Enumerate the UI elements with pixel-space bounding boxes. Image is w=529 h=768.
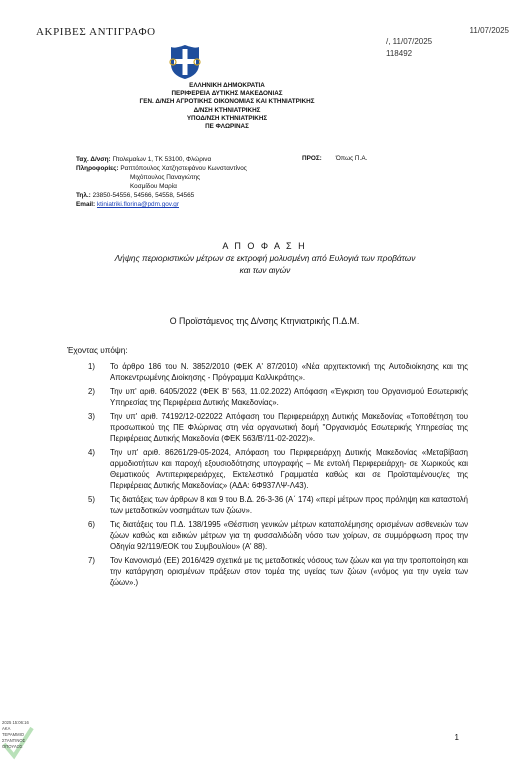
header-line: ΠΕ ΦΛΩΡΙΝΑΣ (205, 123, 249, 131)
contact-info (76, 155, 247, 209)
recipient-value: Όπως Π.Α. (335, 155, 368, 162)
legal-basis-list (88, 361, 468, 591)
list-item (88, 361, 468, 383)
protocol-date: /, 11/07/2025 (386, 37, 433, 46)
item-text: Τις διατάξεις του Π.Δ. 138/1995 «Θέσπιση γενικών μέτρων καταπολέμησης ορισμένων ασθενειών των ζώων καθώς και ειδικών μέτρων για τη φυσσαλιδώδη νόσο των χοίρων, σε συμμόρφωση προς την Οδηγία 92/119/ΕΟΚ του Συμβουλίου» (Α' 88). (110, 520, 468, 551)
header-line: Δ/ΝΣΗ ΚΤΗΝΙΑΤΡΙΚΗΣ (193, 106, 261, 114)
item-text: Την υπ' αριθ. 86261/29-05-2024, Απόφαση του Περιφερειάρχη Δυτικής Μακεδονίας «Μεταβίβαση αρμοδιοτήτων και παροχή εξουσιοδότησης υπογραφής – Με εντολή Περιφερειάρχη- σε Χωρικούς και Θεματικούς Αντιπεριφερειάρχες, Εκτελεστικό Γραμματέα καθώς και σε Προϊσταμένους/ες της Περιφέρειας Δυτικής Μακεδονίας» (ΑΔΑ: 6Φ937ΛΨ-Λ43). (110, 448, 468, 490)
certified-copy-stamp: ΑΚΡΙΒΕΣ ΑΝΤΙΓΡΑΦΟ (36, 26, 156, 38)
recipient-label: ΠΡΟΣ: (302, 155, 322, 162)
item-text: Την υπ' αριθ. 74192/12-022022 Απόφαση του Περιφερειάρχη Δυτικής Μακεδονίας «Τοποθέτηση του προσωπικού της ΠΕ Φλώρινας στη νέα οργανωτική δομή ''Οργανισμός Εσωτερικής Υπηρεσίας της Περιφέρειας Δυτικής Μακεδονία (ΦΕΚ 563/Β'/11-02-2022)». (110, 412, 468, 443)
header-line: ΠΕΡΙΦΕΡΕΙΑ ΔΥΤΙΚΗΣ ΜΑΚΕΔΟΝΙΑΣ (171, 90, 283, 98)
email-label: Email: (76, 201, 96, 208)
item-number: 2) (88, 387, 95, 396)
list-item (88, 555, 468, 588)
recipient (302, 155, 367, 162)
phone-label: Τηλ.: (76, 192, 91, 199)
issuing-authority-header (78, 82, 376, 131)
greek-coat-of-arms-icon (168, 44, 202, 80)
address-label: Ταχ. Δ/νση: (76, 156, 111, 163)
page-number: 1 (454, 733, 459, 742)
list-item (88, 411, 468, 444)
item-number: 3) (88, 412, 95, 421)
info-name: Μιχόπουλος Παναγιώτης (130, 174, 201, 181)
item-text: Τον Κανονισμό (ΕΕ) 2016/429 σχετικά με τις μεταδοτικές νόσους των ζώων και για την τροποποίηση και την κατάργηση ορισμένων πράξεων στον τομέα της υγείας των ζώων («νόμος για την υγεία των ζώων».) (110, 556, 468, 587)
item-text: Τις διατάξεις των άρθρων 8 και 9 του Β.Δ. 26-3-36 (Α΄ 174) «περί μέτρων προς πρόληψη και καταστολή των μεταδοτικών νοσημάτων των ζώων». (110, 495, 468, 515)
info-name: Ραπτόπουλος Χατζηστεφάνου Κωνσταντίνος (120, 165, 247, 172)
considering-heading: Έχοντας υπόψη: (67, 346, 128, 355)
item-number: 7) (88, 556, 95, 565)
protocol-number: 118492 (386, 49, 413, 58)
item-number: 1) (88, 362, 95, 371)
list-item (88, 386, 468, 408)
signature-line: 2025 15:06:16 (2, 720, 29, 725)
signature-line: ΑΚΑ (2, 726, 11, 731)
address-value: Πτολεμαίων 1, ΤΚ 53100, Φλώρινα (112, 156, 212, 163)
signature-line: ΤΕΡΑΜΜΙΟ (2, 732, 25, 737)
item-number: 5) (88, 495, 95, 504)
list-item (88, 519, 468, 552)
header-line: ΥΠΟΔ/ΝΣΗ ΚΤΗΝΙΑΤΡΙΚΗΣ (186, 114, 268, 122)
phone-value: 23850-54556, 54566, 54558, 54565 (92, 192, 195, 199)
signature-line: ΟΠΟΥΛΟΣ (2, 744, 23, 749)
item-text: Την υπ' αριθ. 6405/2022 (ΦΕΚ Β' 563, 11.02.2022) Απόφαση «Έγκριση του Οργανισμού Εσωτερικής Υπηρεσίας της Περιφέρεια Δυτικής Μακεδονίας». (110, 387, 468, 407)
decision-title: Α Π Ο Φ Α Σ Η (222, 241, 307, 251)
header-line: ΓΕΝ. Δ/ΝΣΗ ΑΓΡΟΤΙΚΗΣ ΟΙΚΟΝΟΜΙΑΣ ΚΑΙ ΚΤΗΝΙΑΤΡΙΚΗΣ (139, 98, 315, 106)
email-link[interactable]: ktiniatriki.florina@pdm.gov.gr (96, 201, 179, 208)
header-line: ΕΛΛΗΝΙΚΗ ΔΗΜΟΚΡΑΤΙΑ (189, 82, 265, 89)
item-number: 4) (88, 448, 95, 457)
info-label: Πληροφορίες: (76, 165, 119, 172)
item-number: 6) (88, 520, 95, 529)
document-date: 11/07/2025 (469, 26, 509, 35)
decision-subtitle: Λήψης περιοριστικών μέτρων σε εκτροφή μολυσμένη από Ευλογιά των προβάτων και των αιγών (114, 253, 416, 275)
list-item (88, 447, 468, 491)
signature-line: ΣΤΑΝΤΙΝΟΣ (2, 738, 26, 743)
digital-signature-stamp (2, 720, 29, 750)
protocol-block (386, 36, 432, 60)
info-name: Κοσμίδου Μαρία (130, 183, 177, 190)
list-item (88, 494, 468, 516)
item-text: Το άρθρο 186 του Ν. 3852/2010 (ΦΕΚ Α' 87/2010) «Νέα αρχιτεκτονική της Αυτοδιοίκησης και της Αποκεντρωμένης Διοίκησης - Πρόγραμμα Καλλικράτης». (110, 362, 468, 382)
head-of-directorate: Ο Προϊστάμενος της Δ/νσης Κτηνιατρικής Π.Δ.Μ. (169, 316, 360, 326)
